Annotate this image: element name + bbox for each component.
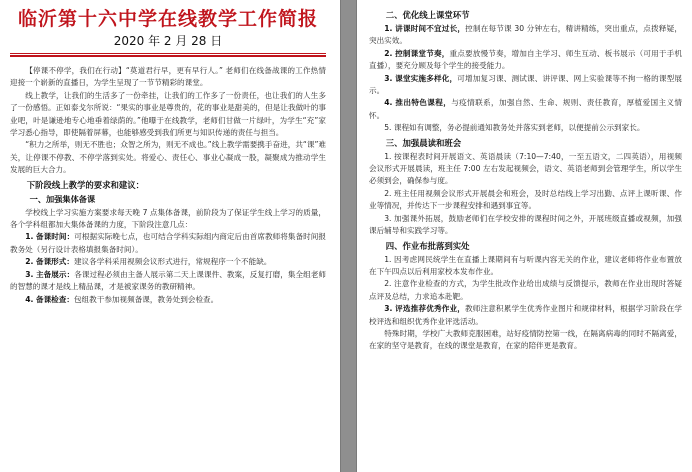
reading-item-1: 1. 按课程表时间开展语文、英语晨读（7:10—7:40，一至五语文，二四英语），用视频会议形式开展晨读，班主任 7:00 左右发起视频会，语文、英语老师到会管理学生，所以学生必须到会，确保参与度。	[369, 151, 682, 186]
page-gutter	[340, 0, 357, 472]
item-text: 重点要放慢节奏，增加自主学习、师生互动、板书展示（可用于手机直播），要充分顾及每个学生的接受能力。	[369, 48, 683, 71]
class-item-1	[369, 23, 682, 48]
item-label: 2. 备课形式：	[25, 257, 74, 267]
section-heading-4: 四、作业布批落到实处	[385, 240, 470, 251]
item-label: 2. 控制课堂节奏，	[384, 48, 450, 58]
class-item-4	[369, 97, 682, 122]
class-item-2	[369, 48, 682, 73]
closing-paragraph: 特殊时期，学校广大教师克服困难，站好疫情防控第一线，在隔离病毒的同时不隔离爱，在家的坚守是教育，在线的课堂是教育，在家的陪伴更是教育。	[369, 328, 682, 351]
section-heading-1: 一、加强集体备课	[29, 193, 96, 204]
requirements-heading: 下阶段线上教学的要求和建议：	[26, 179, 145, 190]
homework-item-3	[369, 303, 682, 328]
item-label: 3. 主备展示：	[25, 269, 75, 279]
item-text: 建议各学科采用视频会议形式进行，常规程序一个不能缺。	[73, 257, 272, 267]
title-divider	[10, 53, 326, 54]
document-page-right	[357, 0, 692, 472]
item-label: 1. 备课时间：	[25, 232, 75, 242]
class-item-5: 5. 课程如有调整，务必提前通知教务处并落实到老师，以便提前公示到家长。	[384, 123, 645, 133]
section-1-intro: 学校线上学习实施方案要求每天晚 7 点集体备课，前阶段为了保证学生线上学习的质量，各个学科组都加大集体备课的力度，下阶段注意几点：	[10, 207, 326, 230]
intro-paragraph-3: “积力之所举，则无不胜也；众智之所为，则无不成也。”线上教学需要携手奋进，共“课”难关，让停课不停教、不停学落到实处。将爱心、责任心、事业心凝成一股，凝聚成为推动学生发展的巨大合力。	[10, 140, 326, 175]
item-label: 3. 评选推荐优秀作业，	[384, 304, 465, 314]
item-text: 可增加复习课、测试课、讲评课、网上实验课等不拘一格的课型展示。	[369, 73, 682, 96]
item-label: 3. 课堂实施多样化，	[384, 73, 458, 83]
intro-paragraph-1: 【停课不停学，我们在行动】“莫道君行早，更有早行人。” 老师们在线备战课的工作热情迎接一个崭新的直播日，为学生呈现了一节节精彩的课堂。	[10, 66, 326, 88]
reading-item-2: 2. 班主任用视频会议形式开展晨会和班会，及时总结线上学习出勤、点评上课听课、作业等情况，并传达下一步课程安排和遇到事宜等。	[369, 188, 682, 211]
prep-item-inspection	[10, 294, 326, 306]
prep-item-presentation	[10, 269, 326, 294]
item-label: 4. 推出特色课程，	[384, 98, 452, 108]
reading-item-3: 3. 加强课外拓展，鼓励老师们在学校安排的课程时间之外，开展班级直播或视频，加强课后辅导和实践学习等。	[369, 213, 682, 236]
section-heading-2: 二、优化线上课堂环节	[385, 10, 470, 20]
bulletin-title: 临沂第十六中学在线教学工作简报	[17, 8, 318, 30]
item-label: 1. 讲课时间不宜过长，	[384, 24, 466, 33]
item-text: 控制在每节课 30 分钟左右，精讲精练，突出重点，点拨释疑，突出实效。	[369, 24, 682, 46]
prep-item-time	[10, 231, 326, 256]
item-label: 4. 备课检查：	[25, 294, 74, 304]
document-page-left	[0, 0, 340, 472]
prep-item-format	[10, 256, 326, 268]
homework-item-1: 1. 因考虑网民统学生在直播上课期间有与听课内容无关的作业，建议老师将作业布置放在下午四点以后利用家校本发布作业。	[369, 254, 682, 276]
item-text: 各课过程必须由主备人展示第二天上课课件、教案，反复打磨，集全组老师的智慧的课才是线上精品课，才是被家课务的教研精神。	[10, 269, 327, 292]
bulletin-date: 2020 年 2 月 28 日	[113, 34, 223, 48]
item-text: 包组教干参加视频备课，教务处到会检查。	[73, 294, 219, 304]
intro-paragraph-2: 线上教学，让我们的生活多了一份牵挂，让我们的工作多了一份责任，也让我们的人生多了一份感悟。正如泰戈尔所说：“果实的事业是尊贵的，花的事业是甜美的，但是让我做叶的事业吧，叶是谦逊地专心地垂着绿荫的。”他曝于在线教学，老师们甘做一片绿叶，为学生“充”家学习悉心指导，即使隔着屏幕，也能够感受到我们所更与知识传递的责任与担当。	[10, 90, 326, 138]
class-item-3	[369, 73, 682, 98]
item-text: 与疫情联系，加强自然、生命、规则、责任教育，厚植爱国主义情怀。	[369, 98, 682, 120]
homework-item-2: 2. 注意作业检查的方式，为学生批改作业给出成绩与反馈提示，教师在作业出现时答疑点评及总结，力求追本赴靶。	[369, 279, 682, 301]
title-divider-thick	[10, 55, 326, 57]
section-heading-3: 三、加强晨读和班会	[385, 137, 462, 148]
item-text: 可根据实际晚七点，也可结合学科实际组内商定后由首席教师将集备时间报教务处（另行设计表格填报集备时间）。	[10, 232, 327, 254]
item-text: 教师注意积累学生优秀作业图片和规律材料，根据学习阶段在学校评选和组织优秀作业评选活动。	[369, 304, 683, 326]
